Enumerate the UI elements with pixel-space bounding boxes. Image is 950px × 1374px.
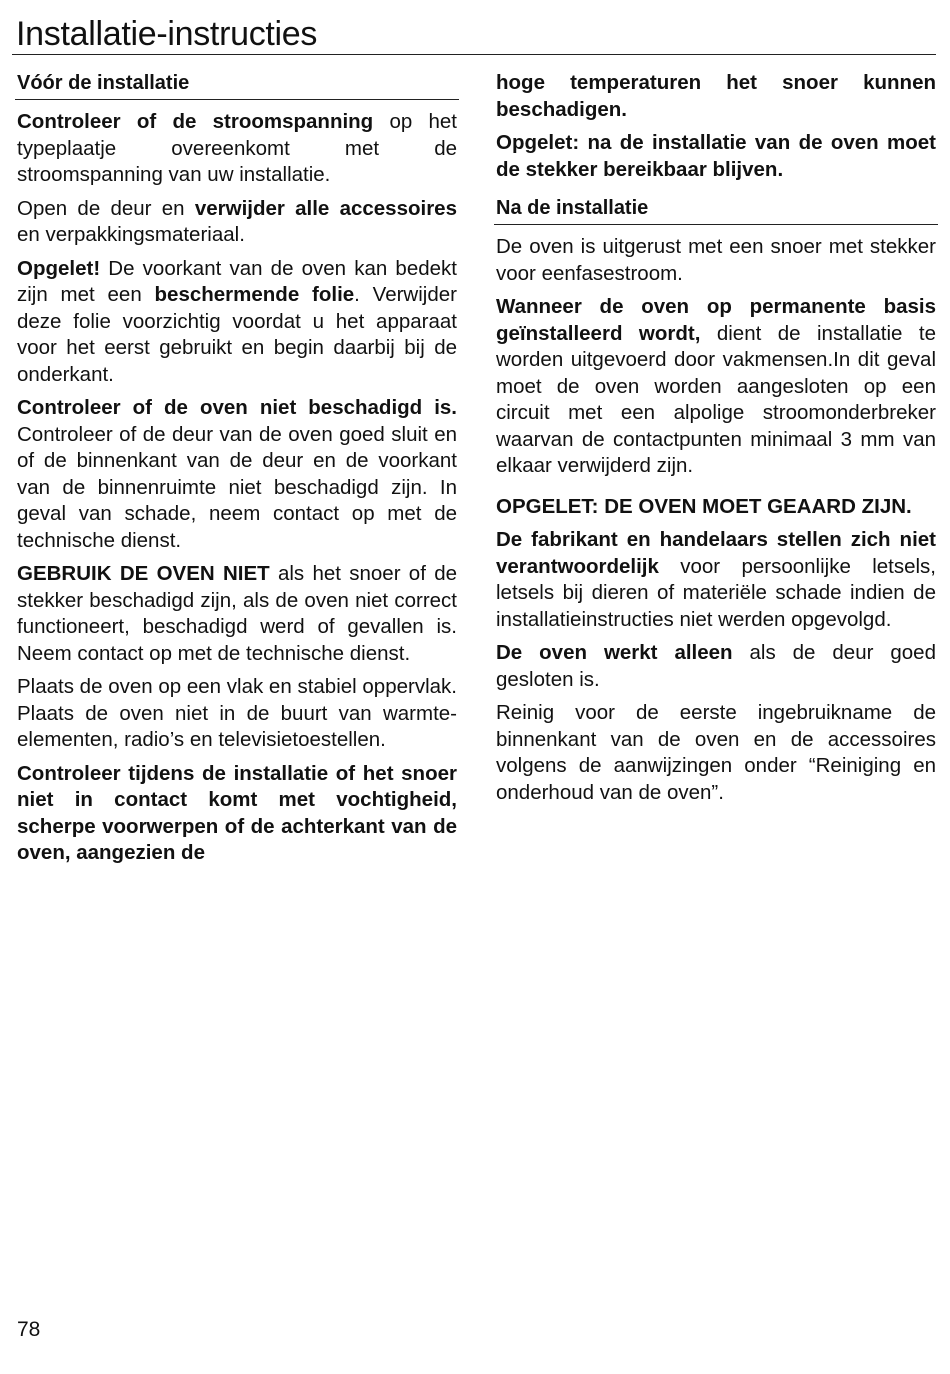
body-text: als het snoer of de stekker beschadigd zijn, als de oven niet correct functioneert, beschadigd werd of gevallen is. Neem contact op met de technische dienst. <box>17 562 457 665</box>
section-heading-before-installation: Vóór de installatie <box>15 70 459 100</box>
bold-text: GEBRUIK DE OVEN NIET <box>17 562 270 585</box>
right-column <box>496 70 936 813</box>
paragraph-permanent-installation <box>496 294 936 480</box>
paragraph-plug-accessible <box>496 130 936 183</box>
body-text: dient de installatie te worden uitgevoerd door vakmensen.In dit geval moet de oven worden aangesloten op een circuit met een alpolige stroomonderbreker waarvan de contactpunten minimaal 3 mm van elkaar verwijderd zijn. <box>496 321 936 477</box>
paragraph-cord-damage <box>496 70 936 123</box>
section-heading-after-installation: Na de installatie <box>494 195 938 225</box>
body-text: op het typeplaatje overeenkomt met de stroomspanning van uw installatie. <box>17 110 457 186</box>
bold-text: De oven werkt alleen <box>496 641 733 664</box>
body-text: Plaats de oven op een vlak en stabiel oppervlak. Plaats de oven niet in de buurt van warmte- elementen, radio’s en televisietoestellen. <box>17 675 457 751</box>
bold-text: Controleer of de stroomspanning <box>17 110 374 133</box>
body-text: en verpakkingsmateriaal. <box>17 223 245 246</box>
bold-text: hoge temperaturen het snoer kunnen beschadigen. <box>496 71 936 121</box>
paragraph-remove-accessories <box>17 196 457 249</box>
bold-text: De fabrikant en handelaars stellen zich niet verantwoordelijk <box>496 528 936 578</box>
left-column <box>17 70 457 874</box>
paragraph-check-voltage <box>17 109 457 189</box>
bold-text: Controleer of de oven niet beschadigd is. <box>17 396 457 419</box>
body-text: . Verwijder deze folie voorzichtig voordat u het apparaat voor het eerst gebruikt en begin daarbij bij de onderkant. <box>17 283 457 386</box>
paragraph-grounding-warning <box>496 494 936 521</box>
paragraph-placement <box>17 674 457 754</box>
body-text: Open de deur en <box>17 196 195 220</box>
paragraph-protective-film <box>17 256 457 389</box>
bold-text: beschermende folie <box>154 283 355 306</box>
body-text: als de deur goed gesloten is. <box>496 641 936 691</box>
title-divider <box>12 54 936 55</box>
paragraph-liability <box>496 527 936 633</box>
page-number: 78 <box>17 1318 41 1341</box>
bold-text: Wanneer de oven op permanente basis geïnstalleerd wordt, <box>496 295 936 345</box>
paragraph-cleaning <box>496 700 936 806</box>
page-title: Installatie-instructies <box>16 15 318 53</box>
paragraph-do-not-use <box>17 561 457 667</box>
paragraph-door-closed <box>496 640 936 693</box>
paragraph-check-damage <box>17 395 457 554</box>
bold-text: OPGELET: DE OVEN MOET GEAARD ZIJN. <box>496 494 912 518</box>
bold-text: Controleer tijdens de installatie of het snoer niet in contact komt met vochtigheid, scherpe voorwerpen of de achterkant van de oven, aangezien de <box>17 761 457 864</box>
bold-text: Opgelet! <box>17 256 101 280</box>
body-text: De voorkant van de oven kan bedekt zijn met een <box>17 256 457 306</box>
body-text: voor persoonlijke letsels, letsels bij dieren of materiële schade indien de installatieinstructies niet werden opgevolgd. <box>496 554 936 631</box>
body-text: Reinig voor de eerste ingebruikname de binnenkant van de oven en de accessoires volgens de aanwijzingen onder “Reiniging en onderhoud van de oven”. <box>496 701 936 804</box>
body-text: Controleer of de deur van de oven goed sluit en of de binnenkant van de deur en de voorkant van de binnenruimte niet beschadigd zijn. In geval van schade, neem contact op met de technische dienst. <box>17 422 457 552</box>
bold-text: Opgelet: na de installatie van de oven moet de stekker bereikbaar blijven. <box>496 131 936 181</box>
body-text: De oven is uitgerust met een snoer met stekker voor eenfasestroom. <box>496 235 936 285</box>
bold-text: verwijder alle accessoires <box>194 196 457 220</box>
paragraph-cord-check <box>17 761 457 867</box>
paragraph-single-phase <box>496 234 936 287</box>
